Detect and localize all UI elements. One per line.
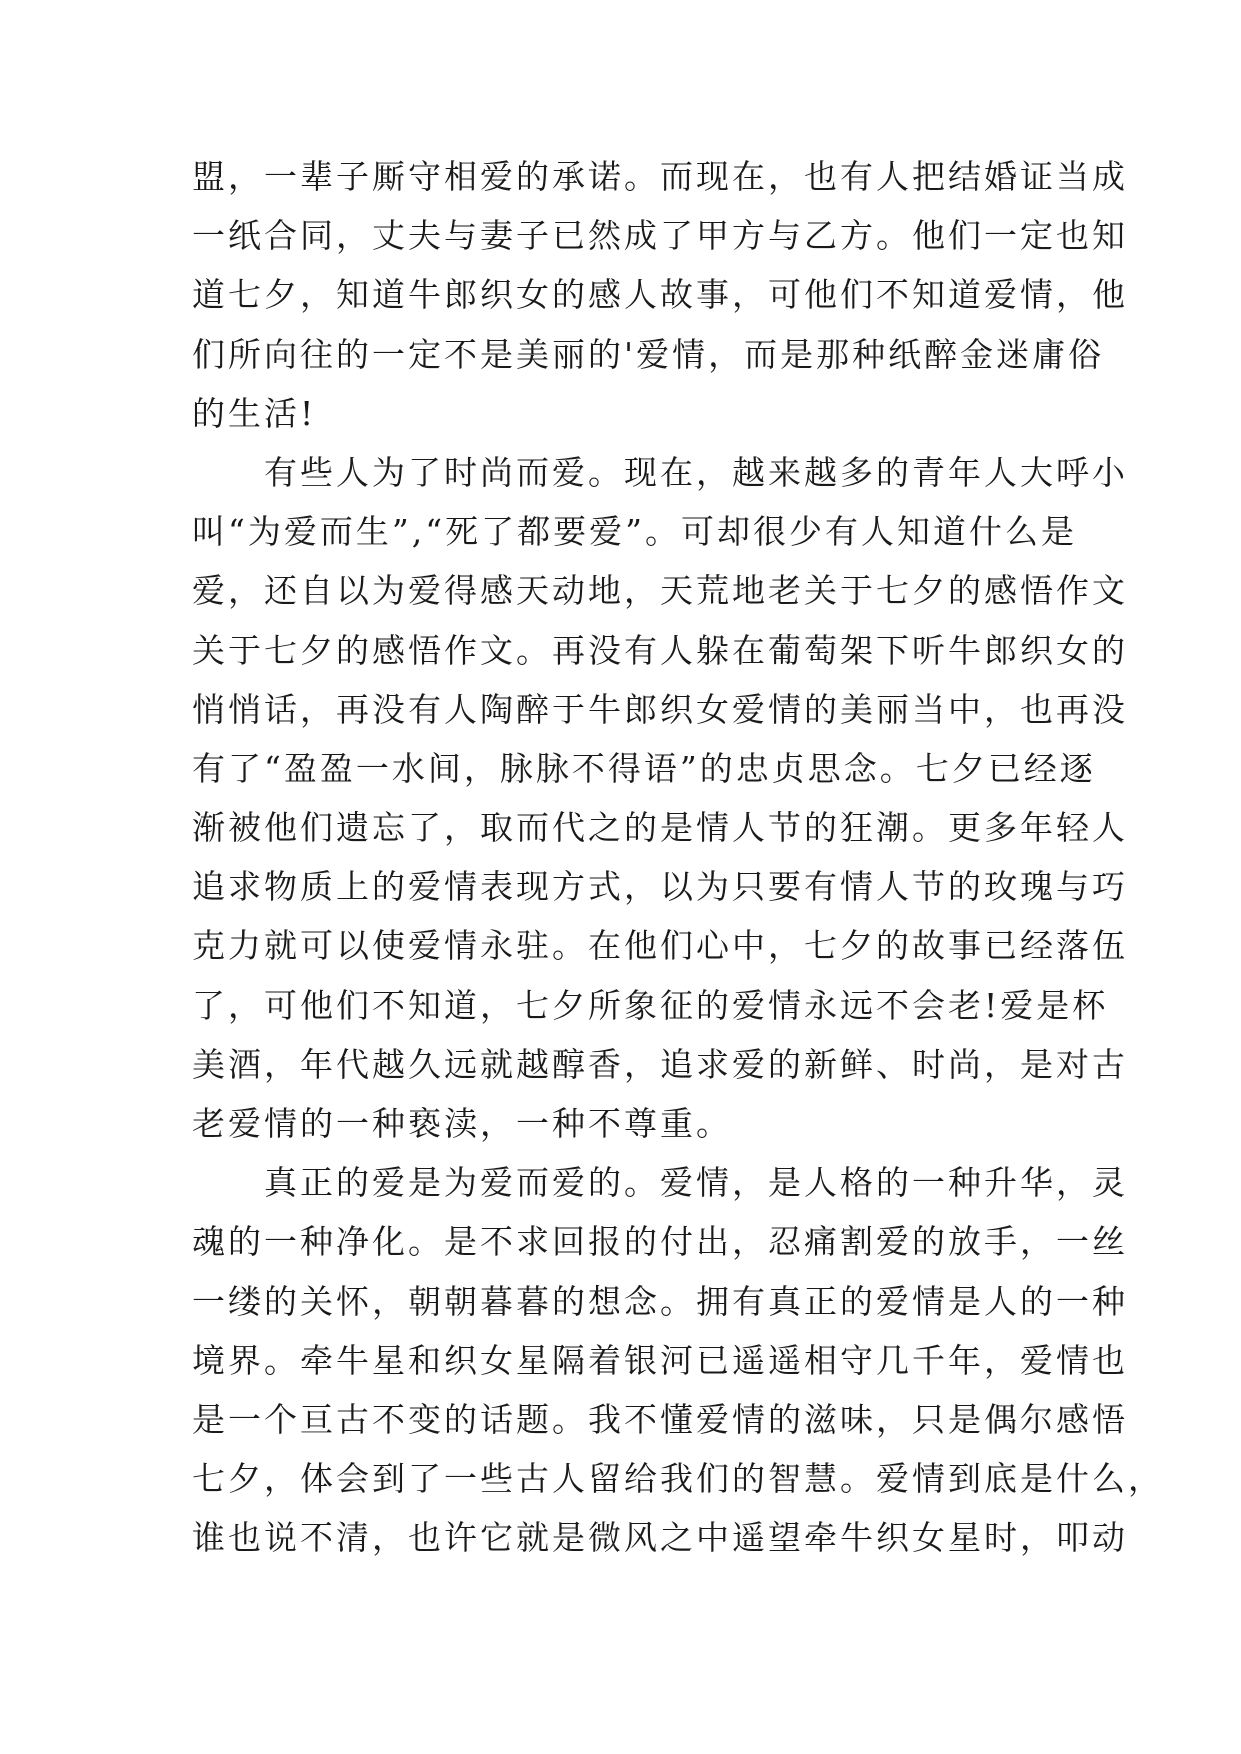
text-line: 悄悄话，再没有人陶醉于牛郎织女爱情的美丽当中，也再没 xyxy=(192,689,1128,729)
text-line: 渐被他们遗忘了，取而代之的是情人节的狂潮。更多年轻人 xyxy=(192,808,1128,848)
text-line: 老爱情的一种亵渎，一种不尊重。 xyxy=(192,1104,732,1143)
text-line: 盟，一辈子厮守相爱的承诺。而现在，也有人把结婚证当成 xyxy=(192,157,1128,196)
text-line: 境界。牵牛星和织女星隔着银河已遥遥相守几千年，爱情也 xyxy=(192,1340,1128,1380)
text-line: 克力就可以使爱情永驻。在他们心中，七夕的故事已经落伍 xyxy=(192,926,1128,966)
text-line: 道七夕，知道牛郎织女的感人故事，可他们不知道爱情，他 xyxy=(192,275,1128,315)
text-line: 一缕的关怀，朝朝暮暮的想念。拥有真正的爱情是人的一种 xyxy=(192,1281,1128,1321)
text-line: 谁也说不清，也许它就是微风之中遥望牵牛织女星时，叩动 xyxy=(192,1518,1128,1558)
text-line: 一纸合同，丈夫与妻子已然成了甲方与乙方。他们一定也知 xyxy=(192,216,1128,256)
text-line: 魂的一种净化。是不求回报的付出，忍痛割爱的放手，一丝 xyxy=(192,1222,1128,1262)
text-line: 追求物质上的爱情表现方式，以为只要有情人节的玫瑰与巧 xyxy=(192,867,1128,907)
text-line: 了，可他们不知道，七夕所象征的爱情永远不会老!爱是杯 xyxy=(192,985,1109,1025)
text-line: 爱，还自以为爱得感天动地，天荒地老关于七夕的感悟作文 xyxy=(192,571,1128,611)
text-line: 们所向往的一定不是美丽的'爱情，而是那种纸醉金迷庸俗 xyxy=(192,334,1105,374)
text-line: 有了“盈盈一水间，脉脉不得语”的忠贞思念。七夕已经逐 xyxy=(192,748,1096,788)
text-line: 的生活! xyxy=(192,393,317,433)
paragraph-start-line: 真正的爱是为爱而爱的。爱情，是人格的一种升华，灵 xyxy=(192,1163,1128,1203)
text-line: 叫“为爱而生”,“死了都要爱”。可却很少有人知道什么是 xyxy=(192,512,1077,552)
paragraph-start-line: 有些人为了时尚而爱。现在，越来越多的青年人大呼小 xyxy=(192,452,1128,492)
text-line: 关于七夕的感悟作文。再没有人躲在葡萄架下听牛郎织女的 xyxy=(192,630,1128,670)
text-line: 七夕，体会到了一些古人留给我们的智慧。爱情到底是什么， xyxy=(192,1459,1164,1499)
text-line: 美酒，年代越久远就越醇香，追求爱的新鲜、时尚，是对古 xyxy=(192,1044,1128,1084)
text-line: 是一个亘古不变的话题。我不懂爱情的滋味，只是偶尔感悟 xyxy=(192,1399,1128,1439)
article-body xyxy=(192,147,1164,1568)
